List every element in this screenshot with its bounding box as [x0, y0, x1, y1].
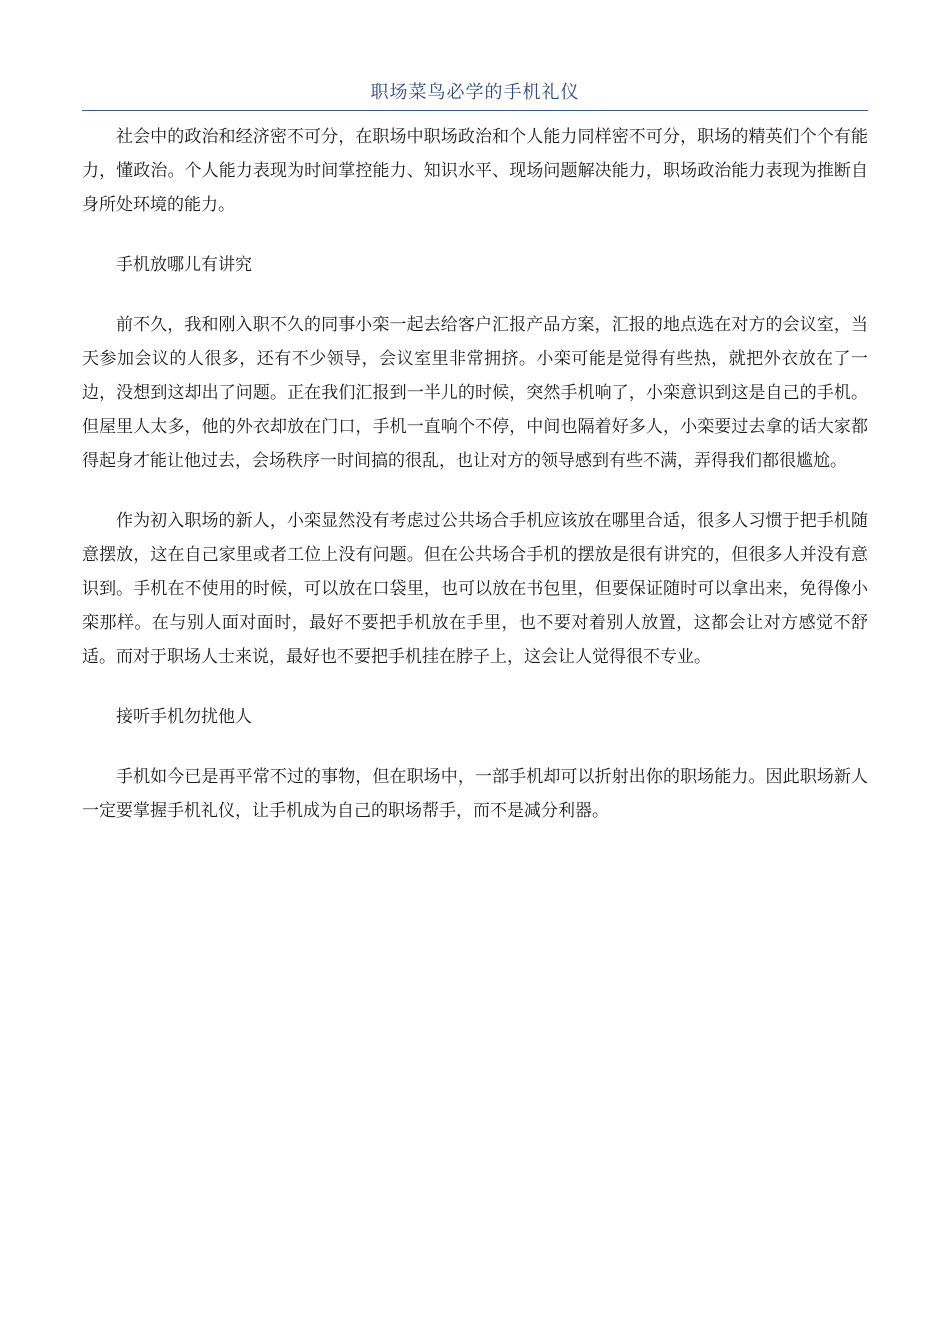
paragraph-story: 前不久，我和刚入职不久的同事小栾一起去给客户汇报产品方案，汇报的地点选在对方的会议室，当天参加会议的人很多，还有不少领导，会议室里非常拥挤。小栾可能是觉得有些热，就把外衣放在了一边，没想到这却出了问题。正在我们汇报到一半儿的时候，突然手机响了，小栾意识到这是自己的手机。但屋里人太多，他的外衣却放在门口，手机一直响个不停，中间也隔着好多人，小栾要过去拿的话大家都得起身才能让他过去，会场秩序一时间搞的很乱，也让对方的领导感到有些不满，弄得我们都很尴尬。 [82, 315, 868, 471]
document-body [82, 120, 868, 828]
document-title: 职场菜鸟必学的手机礼仪 [370, 82, 580, 103]
paragraph-intro: 社会中的政治和经济密不可分，在职场中职场政治和个人能力同样密不可分，职场的精英们个个有能力，懂政治。个人能力表现为时间掌控能力、知识水平、现场问题解决能力，职场政治能力表现为推断自身所处环境的能力。 [82, 127, 868, 215]
section-heading-phone-placement: 手机放哪儿有讲究 [116, 255, 252, 275]
section-heading-answering: 接听手机勿扰他人 [116, 707, 252, 727]
paragraph-placement-advice: 作为初入职场的新人，小栾显然没有考虑过公共场合手机应该放在哪里合适，很多人习惯于把手机随意摆放，这在自己家里或者工位上没有问题。但在公共场合手机的摆放是很有讲究的，但很多人并没有意识到。手机在不使用的时候，可以放在口袋里，也可以放在书包里，但要保证随时可以拿出来，免得像小栾那样。在与别人面对面时，最好不要把手机放在手里，也不要对着别人放置，这都会让对方感觉不舒适。而对于职场人士来说，最好也不要把手机挂在脖子上，这会让人觉得很不专业。 [82, 511, 868, 667]
page-header [82, 80, 868, 111]
paragraph-conclusion: 手机如今已是再平常不过的事物，但在职场中，一部手机却可以折射出你的职场能力。因此职场新人一定要掌握手机礼仪，让手机成为自己的职场帮手，而不是减分利器。 [82, 767, 868, 821]
